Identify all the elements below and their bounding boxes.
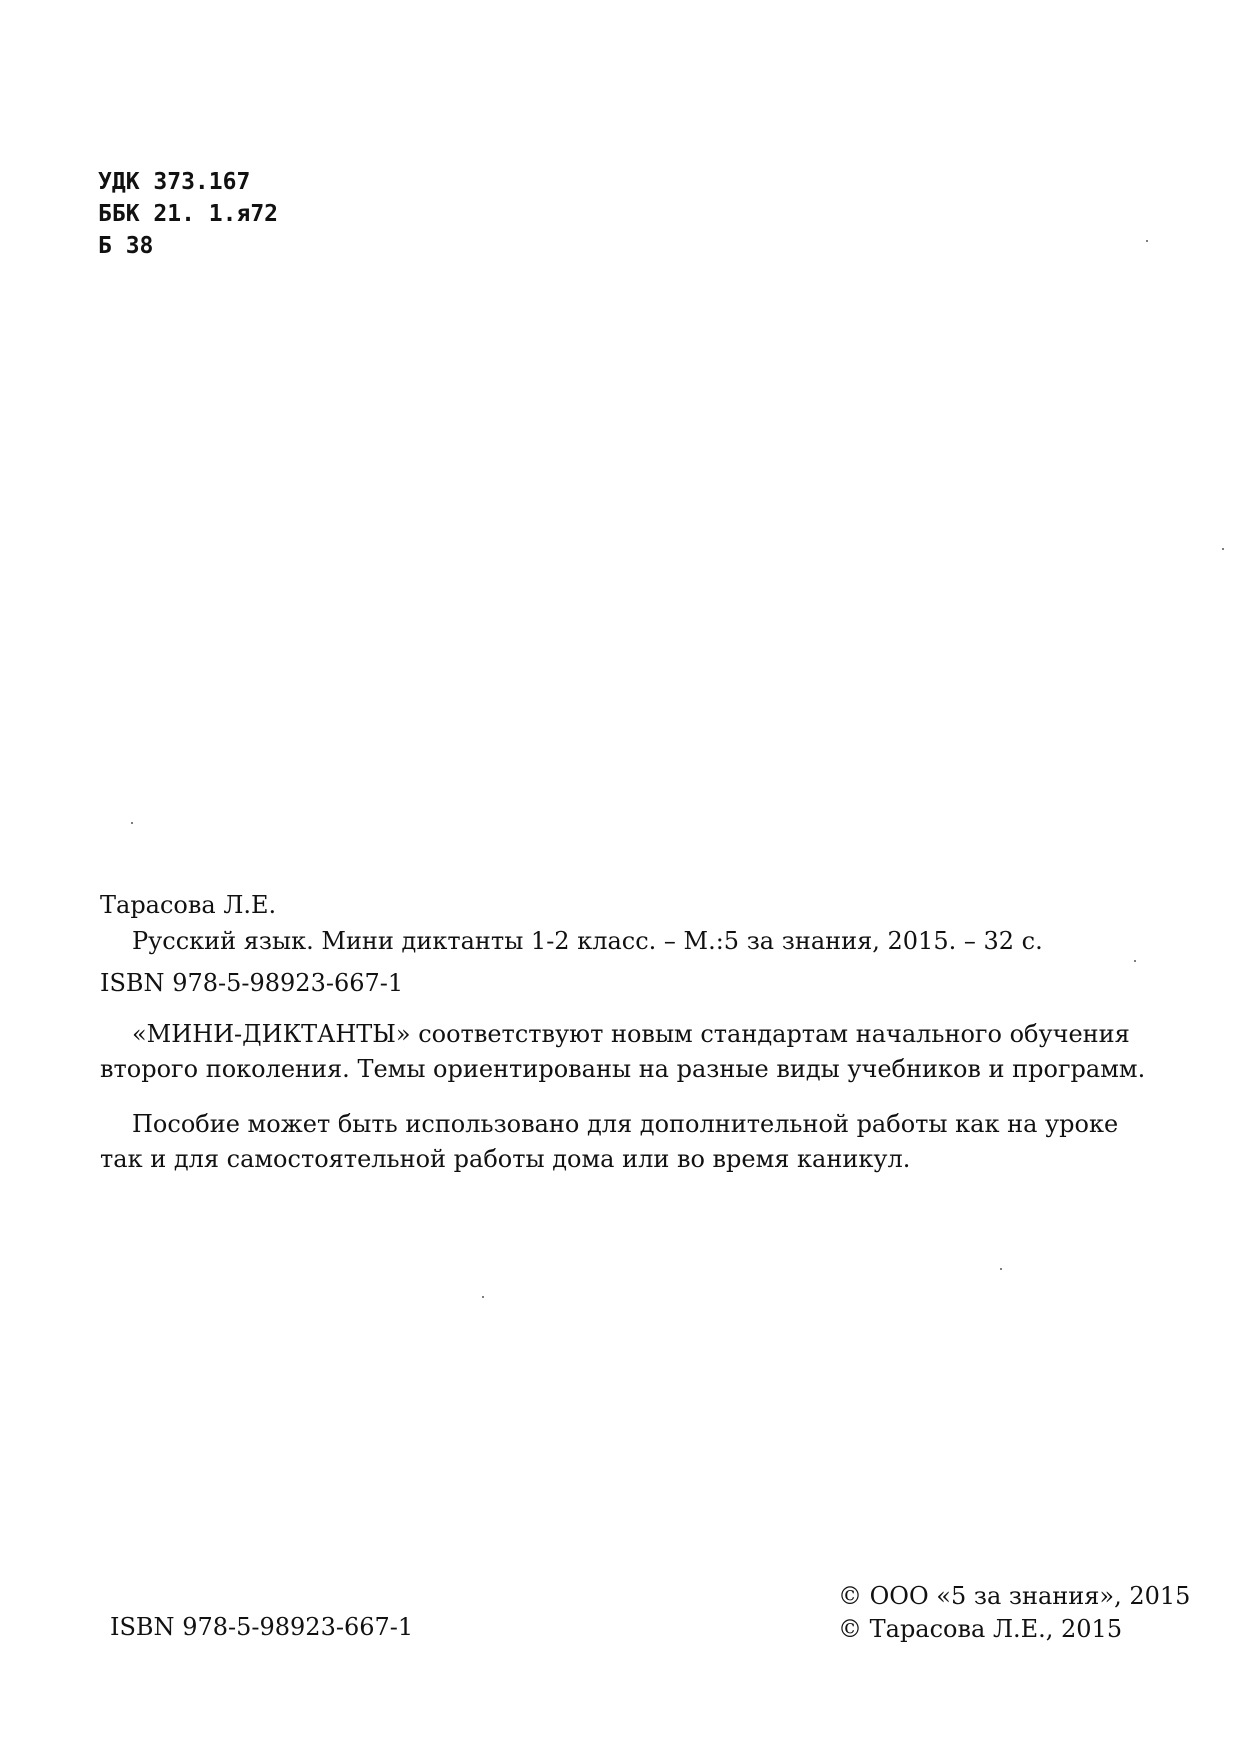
annotation-paragraph: Пособие может быть использовано для дополнительной работы как на уроке так и для самостоятельной работы дома или во время каникул. [100, 1110, 1119, 1173]
isbn-line: ISBN 978-5-98923-667-1 [100, 969, 404, 997]
bibliographic-reference: Русский язык. Мини диктанты 1-2 класс. – М.:5 за знания, 2015. – 32 с. [132, 927, 1043, 955]
scan-speck [1146, 240, 1148, 242]
bbk-code: ББК 21. 1.я72 [98, 201, 279, 227]
copyright-block [838, 1580, 1190, 1646]
scan-speck [1222, 548, 1224, 550]
copyright-author: © Тарасова Л.Е., 2015 [838, 1615, 1123, 1643]
classification-block [98, 166, 278, 262]
scan-speck [131, 822, 133, 824]
author-name: Тарасова Л.Е. [100, 891, 277, 919]
udk-code: УДК 373.167 [98, 169, 251, 195]
annotation-paragraph: «МИНИ-ДИКТАНТЫ» соответствуют новым стандартам начального обучения второго поколения. Темы ориентированы на разные виды учебников и программ. [100, 1020, 1146, 1083]
scan-speck [1000, 1268, 1002, 1270]
annotation [100, 1017, 1150, 1197]
bibliographic-record [100, 887, 1160, 1001]
footer-isbn: ISBN 978-5-98923-667-1 [110, 1613, 414, 1641]
scan-speck [1134, 960, 1136, 962]
scan-speck [482, 1296, 484, 1298]
author-mark: Б 38 [98, 233, 154, 259]
copyright-publisher: © ООО «5 за знания», 2015 [838, 1582, 1191, 1610]
